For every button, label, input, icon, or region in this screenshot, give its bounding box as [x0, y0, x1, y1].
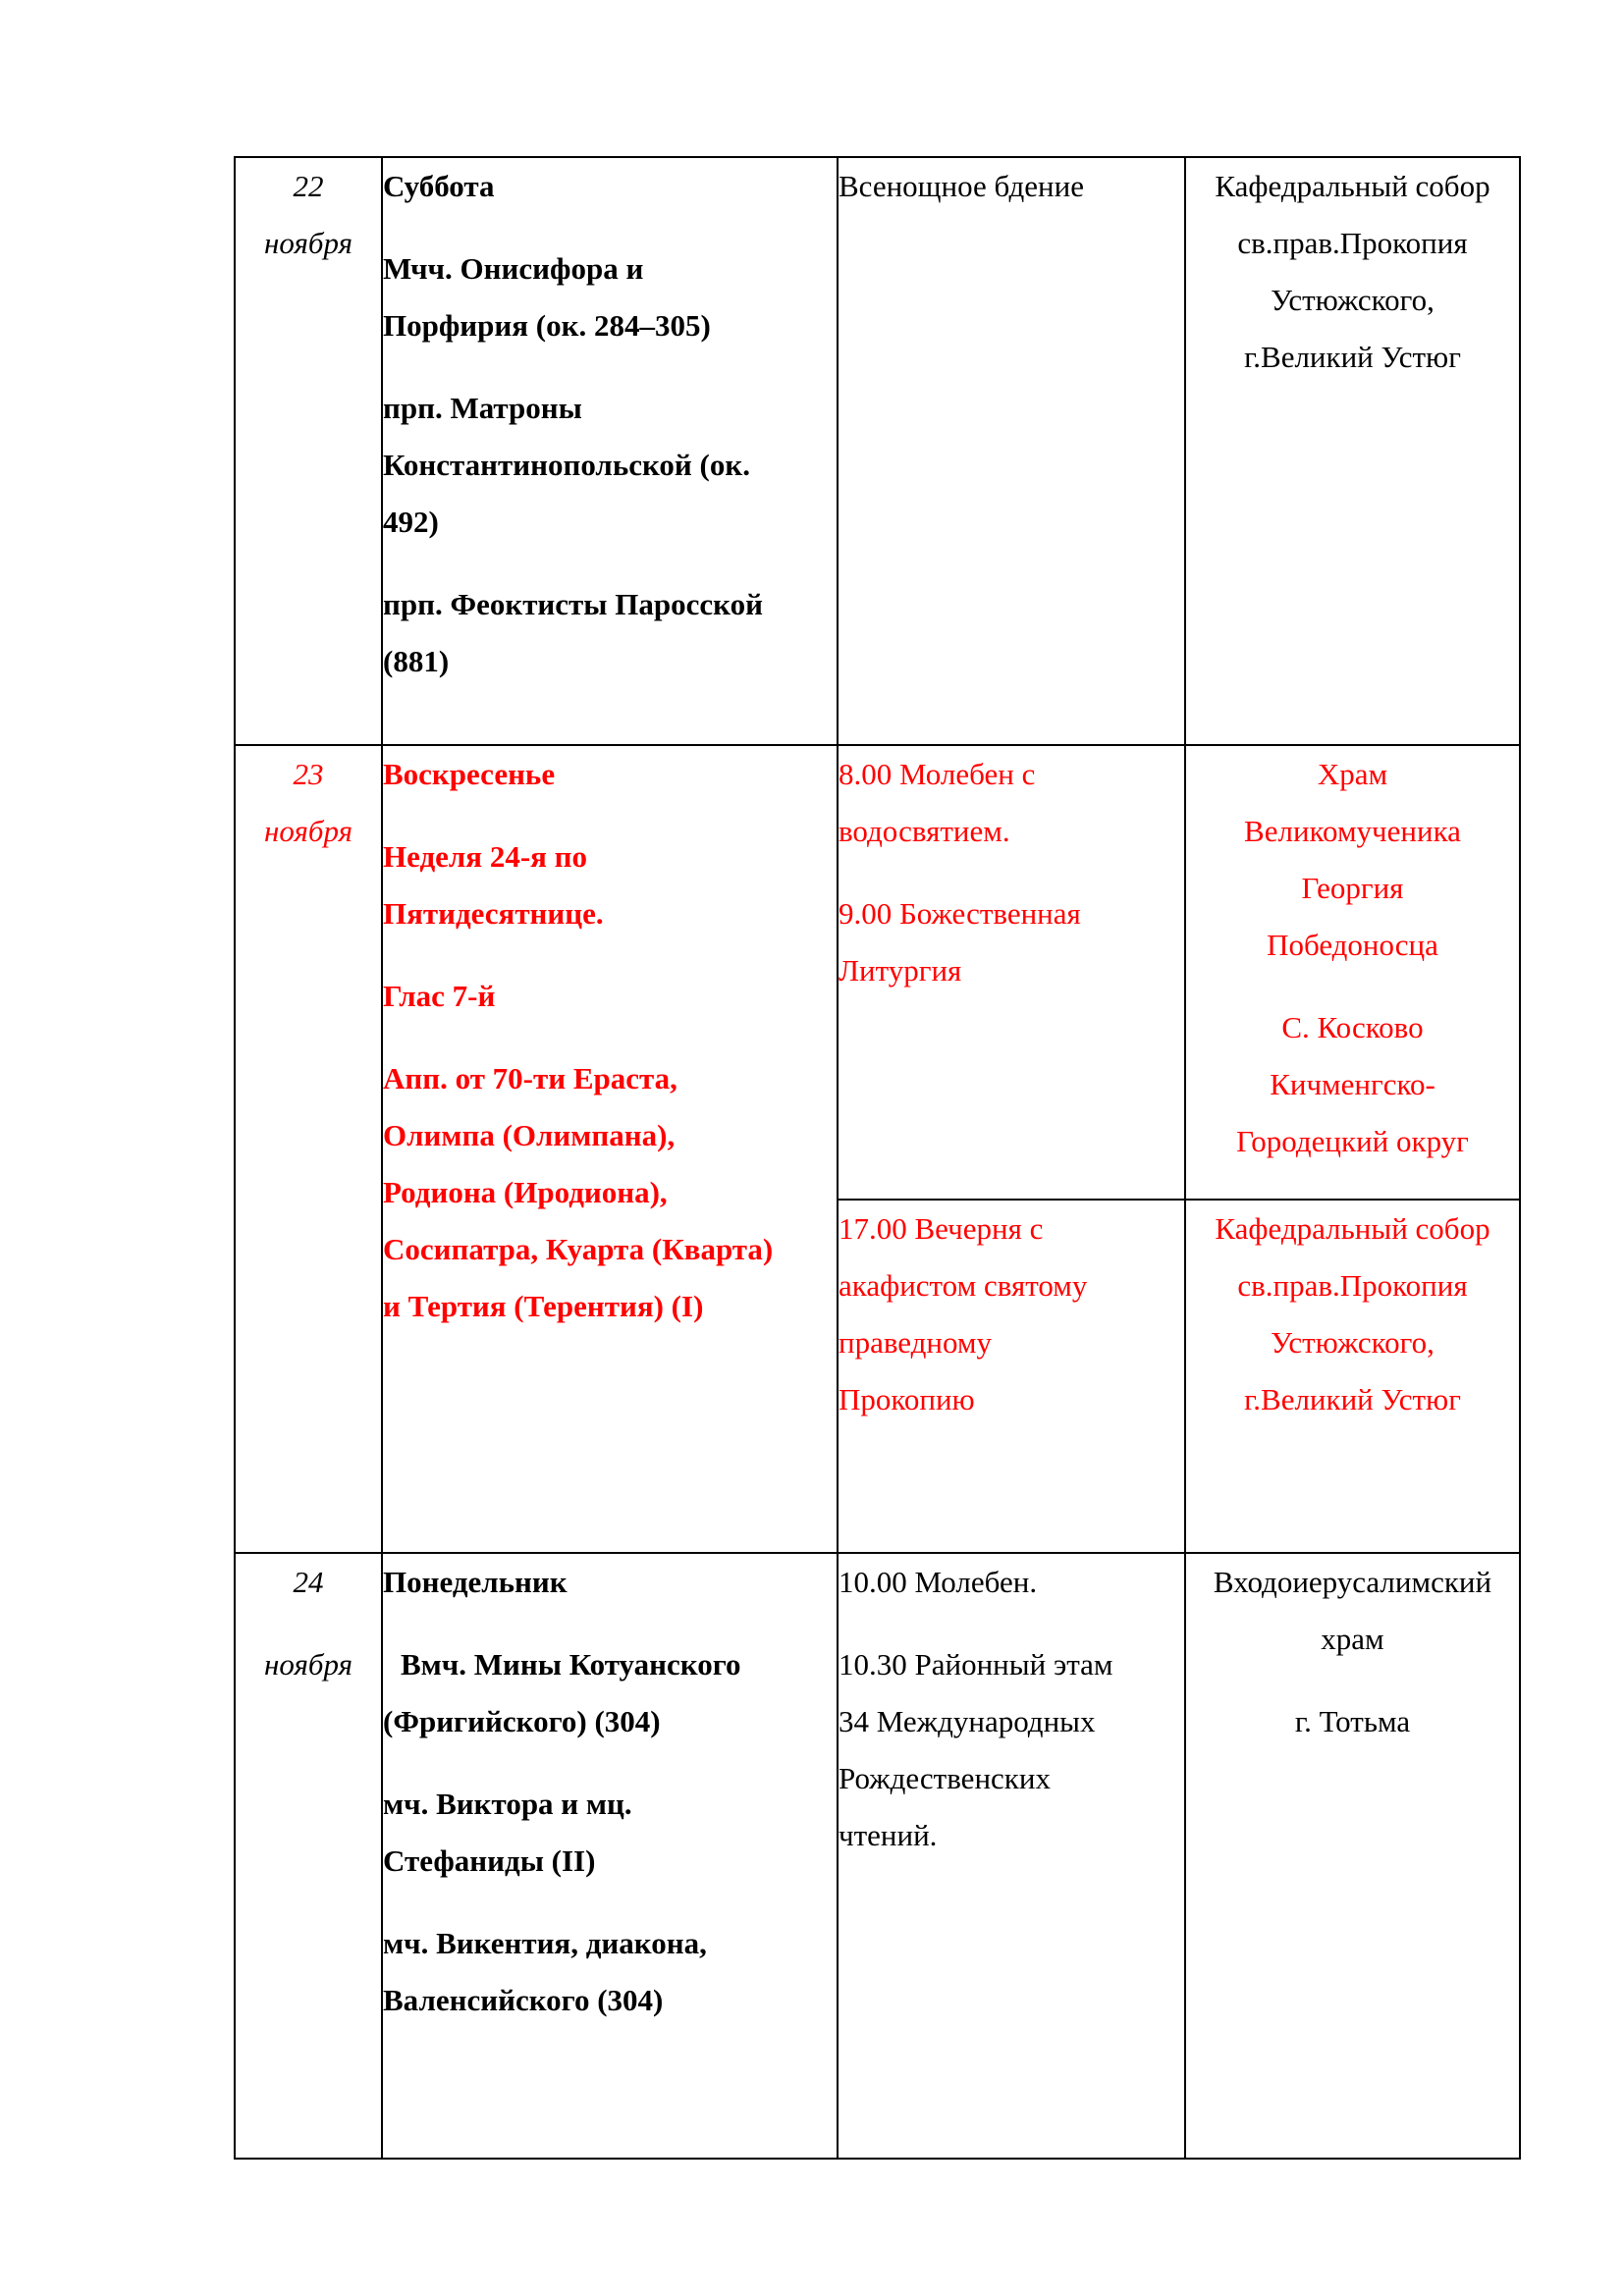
weekday: Суббота: [383, 169, 495, 203]
saint-entry: мч. Виктора и мц. Стефаниды (II): [383, 1787, 632, 1878]
service-cell: [838, 745, 1185, 1200]
place-entry: Храм Великомученика Георгия Победоносца: [1244, 757, 1461, 962]
service-cell: [838, 1553, 1185, 2159]
saint-entry: Вмч. Мины Котуанского (Фригийского) (304): [383, 1647, 741, 1738]
service-entry: 17.00 Вечерня с акафистом святому праведному Прокопию: [839, 1211, 1088, 1416]
saint-entry: мч. Викентия, диакона, Валенсийского (304): [383, 1926, 707, 2017]
service-entry: 10.00 Молебен.: [839, 1565, 1038, 1599]
place-entry: С. Косково Кичменгско- Городецкий округ: [1236, 1010, 1469, 1158]
saint-entry: Мчч. Онисифора и Порфирия (ок. 284–305): [383, 251, 711, 343]
saint-entry: прп. Матроны Константинопольской (ок. 492): [383, 391, 750, 539]
date-cell: [235, 745, 382, 1553]
service-entry: 10.30 Районный этам 34 Международных Рождественских чтений.: [839, 1647, 1113, 1852]
saint-entry: Неделя 24-я по Пятидесятнице.: [383, 839, 604, 931]
date-day: 22: [293, 169, 324, 203]
table-row: [235, 1553, 1520, 2159]
service-entry: 8.00 Молебен с водосвятием.: [839, 757, 1036, 848]
place-entry: Входоиерусалимский храм: [1213, 1565, 1492, 1656]
saint-entry: Апп. от 70-ти Ераста, Олимпа (Олимпана), Родиона (Иродиона), Сосипатра, Куарта (Кварта) и Тертия (Терентия) (I): [383, 1061, 774, 1323]
table-row: [235, 157, 1520, 745]
place-entry: Кафедральный собор св.прав.Прокопия Устюжского, г.Великий Устюг: [1215, 1211, 1490, 1416]
date-cell: [235, 157, 382, 745]
date-month: ноября: [264, 226, 352, 260]
saint-cell: [382, 745, 838, 1553]
service-entry: Всенощное бдение: [839, 169, 1084, 203]
date-month: ноября: [264, 814, 352, 848]
service-cell: [838, 1200, 1185, 1553]
date-cell: [235, 1553, 382, 2159]
saint-cell: [382, 1553, 838, 2159]
service-cell: [838, 157, 1185, 745]
place-cell: [1185, 1553, 1520, 2159]
weekday: Воскресенье: [383, 757, 556, 791]
place-cell: [1185, 745, 1520, 1200]
table-row: [235, 745, 1520, 1200]
saint-entry: Глас 7-й: [383, 979, 496, 1013]
date-month: ноября: [264, 1647, 352, 1682]
date-day: 24: [293, 1565, 324, 1599]
place-cell: [1185, 157, 1520, 745]
date-day: 23: [293, 757, 324, 791]
saint-entry: прп. Феоктисты Паросской (881): [383, 587, 763, 678]
place-entry: Кафедральный собор св.прав.Прокопия Устюжского, г.Великий Устюг: [1215, 169, 1490, 374]
schedule-table: [234, 156, 1521, 2160]
weekday: Понедельник: [383, 1565, 568, 1599]
place-cell: [1185, 1200, 1520, 1553]
saint-cell: [382, 157, 838, 745]
place-entry: г. Тотьма: [1294, 1704, 1411, 1738]
service-entry: 9.00 Божественная Литургия: [839, 896, 1081, 988]
